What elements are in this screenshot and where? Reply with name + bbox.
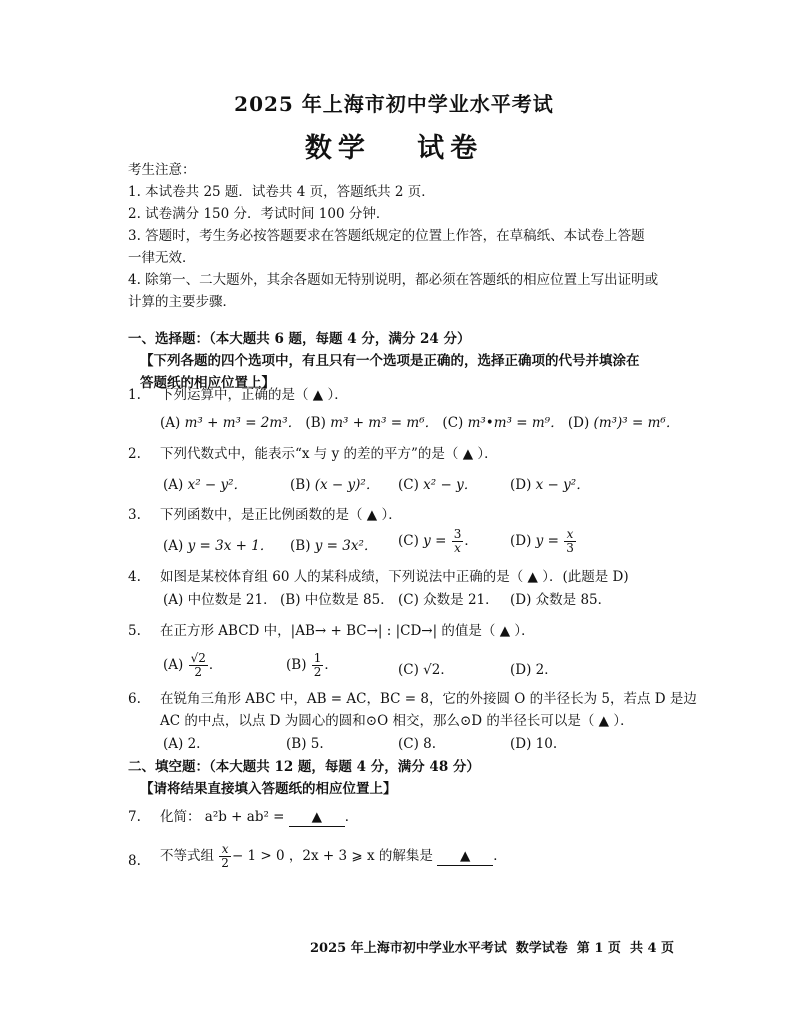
q3-option-c-label: (C): [398, 533, 419, 549]
q8-content: [160, 843, 507, 870]
q2-option-a-text: x² − y²．: [187, 477, 248, 493]
q2-option-a: [163, 476, 247, 494]
q6-option-a-text: 2.: [187, 736, 201, 752]
q4-number: 4.: [128, 569, 141, 585]
section1-heading: 一、选择题：（本大题共 6 题，每题 4 分，满分 24 分）: [128, 331, 471, 347]
q7-end: ．: [344, 809, 359, 825]
q3-option-a-text: y = 3x + 1．: [187, 538, 274, 554]
q5-number: 5.: [128, 623, 141, 639]
q5-stem: 在正方形 ABCD 中，|AB→ + BC→| : |CD→| 的值是（ ▲ ）．: [160, 623, 535, 639]
q6-number: 6.: [128, 691, 141, 707]
q2-option-d-text: x − y²．: [535, 477, 590, 493]
q1-option-d: (m³)³ = m⁶．: [593, 415, 680, 431]
q3-option-b: [290, 537, 377, 555]
q2-option-c-label: (C): [398, 477, 419, 493]
q2-option-b-label: (B): [290, 477, 311, 493]
section1-instruction-cont: 答题纸的相应位置上】: [140, 375, 275, 391]
notice-heading: 考生注意：: [128, 162, 196, 178]
q3-option-a-label: (A): [163, 538, 184, 554]
q3-option-b-text: y = 3x²．: [314, 538, 378, 554]
q1-number: 1.: [128, 387, 141, 403]
q5-option-c: [398, 661, 454, 679]
q4-option-d-label: (D): [510, 592, 532, 608]
q2-option-b-text: (x − y)²．: [314, 477, 380, 493]
q6-option-a: [163, 735, 200, 753]
q4-option-d: [510, 591, 611, 609]
q7-content: [160, 808, 358, 827]
q1-option-c-label: (C): [442, 415, 464, 431]
q8-number: 8.: [128, 853, 141, 869]
q8-stem-start: 不等式组: [160, 848, 214, 864]
q7-answer-blank: ▲: [289, 808, 345, 827]
q8-denominator: 2: [221, 856, 229, 870]
q6-option-c: [398, 735, 436, 753]
q6-option-d-label: (D): [510, 736, 532, 752]
section2-heading: 二、填空题：（本大题共 12 题，每题 4 分，满分 48 分）: [128, 759, 480, 775]
q2-option-c: [398, 476, 477, 494]
q4-stem: 如图是某校体育组 60 人的某科成绩，下列说法中正确的是（ ▲ ）．(此题是 D): [160, 569, 629, 585]
subject-title: 数学 试卷: [304, 133, 484, 164]
q8-numerator: x: [219, 843, 231, 857]
q4-option-a-text: 中位数是 21．: [187, 592, 277, 608]
q8-end: ．: [493, 848, 507, 864]
exam-title: 2025 年上海市初中学业水平考试: [234, 92, 554, 116]
q8-fraction: [219, 843, 231, 870]
q5-option-b: [286, 652, 338, 679]
q3-option-d: [510, 528, 577, 555]
q4-option-c: [398, 591, 499, 609]
q5-option-d-label: (D): [510, 662, 532, 678]
q1-option-d-label: (D): [567, 415, 590, 431]
q4-option-b: [280, 591, 394, 609]
q1-option-b: m³ + m³ = m⁶．: [330, 415, 439, 431]
q5-option-a-fraction: [189, 652, 208, 679]
q3-d-denominator: 3: [566, 541, 574, 555]
q6-option-d: [510, 735, 557, 753]
q3-option-c-lhs: y =: [423, 533, 447, 549]
q6-option-b-label: (B): [286, 736, 307, 752]
q4-option-c-label: (C): [398, 592, 419, 608]
section2-instruction: 【请将结果直接填入答题纸的相应位置上】: [140, 781, 397, 797]
q3-stem: 下列函数中，是正比例函数的是（ ▲ ）．: [160, 507, 402, 523]
q6-option-b-text: 5.: [310, 736, 324, 752]
q5-a-denominator: 2: [194, 665, 203, 679]
notice-item-4-cont: 计算的主要步骤．: [128, 294, 236, 310]
q1-option-a: m³ + m³ = 2m³．: [184, 415, 302, 431]
notice-item-1: 1. 本试卷共 25 题．试卷共 4 页，答题纸共 2 页．: [128, 184, 435, 200]
notice-item-4: 4. 除第一、二大题外，其余各题如无特别说明，都必须在答题纸的相应位置上写出证明或: [128, 272, 659, 288]
q6-option-b: [286, 735, 324, 753]
q8-stem-mid: − 1 > 0 ，2x + 3 ⩾ x 的解集是: [231, 848, 433, 864]
q4-option-a: [163, 591, 277, 609]
q7-number: 7.: [128, 809, 141, 825]
q5-option-d-text: 2．: [535, 662, 558, 678]
q5-option-c-label: (C): [398, 662, 419, 678]
q1-option-a-label: (A): [160, 415, 181, 431]
q6-option-c-label: (C): [398, 736, 419, 752]
q2-option-c-text: x² − y．: [423, 477, 478, 493]
q3-d-numerator: x: [564, 528, 576, 542]
q3-option-c: [398, 528, 478, 555]
q4-option-c-text: 众数是 21．: [423, 592, 499, 608]
q4-option-a-label: (A): [163, 592, 184, 608]
q6-option-a-label: (A): [163, 736, 184, 752]
q5-option-b-fraction: [312, 652, 324, 679]
q2-option-a-label: (A): [163, 477, 184, 493]
q5-b-denominator: 2: [313, 665, 322, 679]
q3-option-d-lhs: y =: [535, 533, 559, 549]
q5-a-numerator: √2: [190, 651, 206, 665]
q3-option-b-label: (B): [290, 538, 311, 554]
q7-stem: 化简： a²b + ab² =: [160, 809, 285, 825]
q4-option-b-text: 中位数是 85．: [304, 592, 394, 608]
q3-option-d-label: (D): [510, 533, 532, 549]
q4-option-d-text: 众数是 85．: [535, 592, 612, 608]
q3-c-denominator: x: [454, 541, 461, 555]
q3-number: 3.: [128, 507, 141, 523]
section1-instruction: 【下列各题的四个选项中，有且只有一个选项是正确的，选择正确项的代号并填涂在: [140, 353, 640, 369]
q5-option-d: [510, 661, 558, 679]
q3-option-c-fraction: [452, 528, 464, 555]
q6-option-d-text: 10.: [535, 736, 558, 752]
q5-option-a-end: ．: [208, 657, 223, 673]
q5-option-c-text: √2．: [423, 662, 454, 678]
q5-option-b-end: ．: [324, 657, 338, 673]
q5-option-a: [163, 652, 222, 679]
q3-c-numerator: 3: [453, 527, 462, 541]
q6-option-c-text: 8.: [423, 736, 437, 752]
q3-option-d-fraction: [564, 528, 576, 555]
q5-option-a-label: (A): [163, 657, 184, 673]
notice-item-2: 2. 试卷满分 150 分．考试时间 100 分钟．: [128, 206, 390, 222]
q6-stem: 在锐角三角形 ABC 中，AB = AC，BC = 8，它的外接圆 O 的半径长为 5，若点 D 是边: [160, 691, 697, 707]
q3-option-a: [163, 537, 273, 555]
page-footer: 2025 年上海市初中学业水平考试 数学试卷 第 1 页 共 4 页: [310, 941, 675, 956]
q8-answer-blank: ▲: [437, 847, 493, 866]
q4-option-b-label: (B): [280, 592, 301, 608]
q2-number: 2.: [128, 446, 141, 462]
q5-b-numerator: 1: [313, 651, 322, 665]
q1-options: [160, 414, 679, 432]
q2-option-d-label: (D): [510, 477, 532, 493]
q3-option-c-end: ．: [464, 533, 478, 549]
q2-stem: 下列代数式中，能表示“x 与 y 的差的平方”的是（ ▲ ）．: [160, 446, 498, 462]
q2-option-b: [290, 476, 379, 494]
q1-stem: 下列运算中，正确的是（ ▲ ）．: [160, 387, 348, 403]
q2-option-d: [510, 476, 590, 494]
notice-item-3: 3. 答题时，考生务必按答题要求在答题纸规定的位置上作答，在草稿纸、本试卷上答题: [128, 228, 645, 244]
q1-option-b-label: (B): [305, 415, 326, 431]
q6-stem-cont: AC 的中点，以点 D 为圆心的圆和⊙O 相交，那么⊙D 的半径长可以是（ ▲ ）．: [160, 713, 634, 729]
notice-item-3-cont: 一律无效．: [128, 250, 196, 266]
q5-option-b-label: (B): [286, 657, 307, 673]
q1-option-c: m³•m³ = m⁹．: [467, 415, 564, 431]
